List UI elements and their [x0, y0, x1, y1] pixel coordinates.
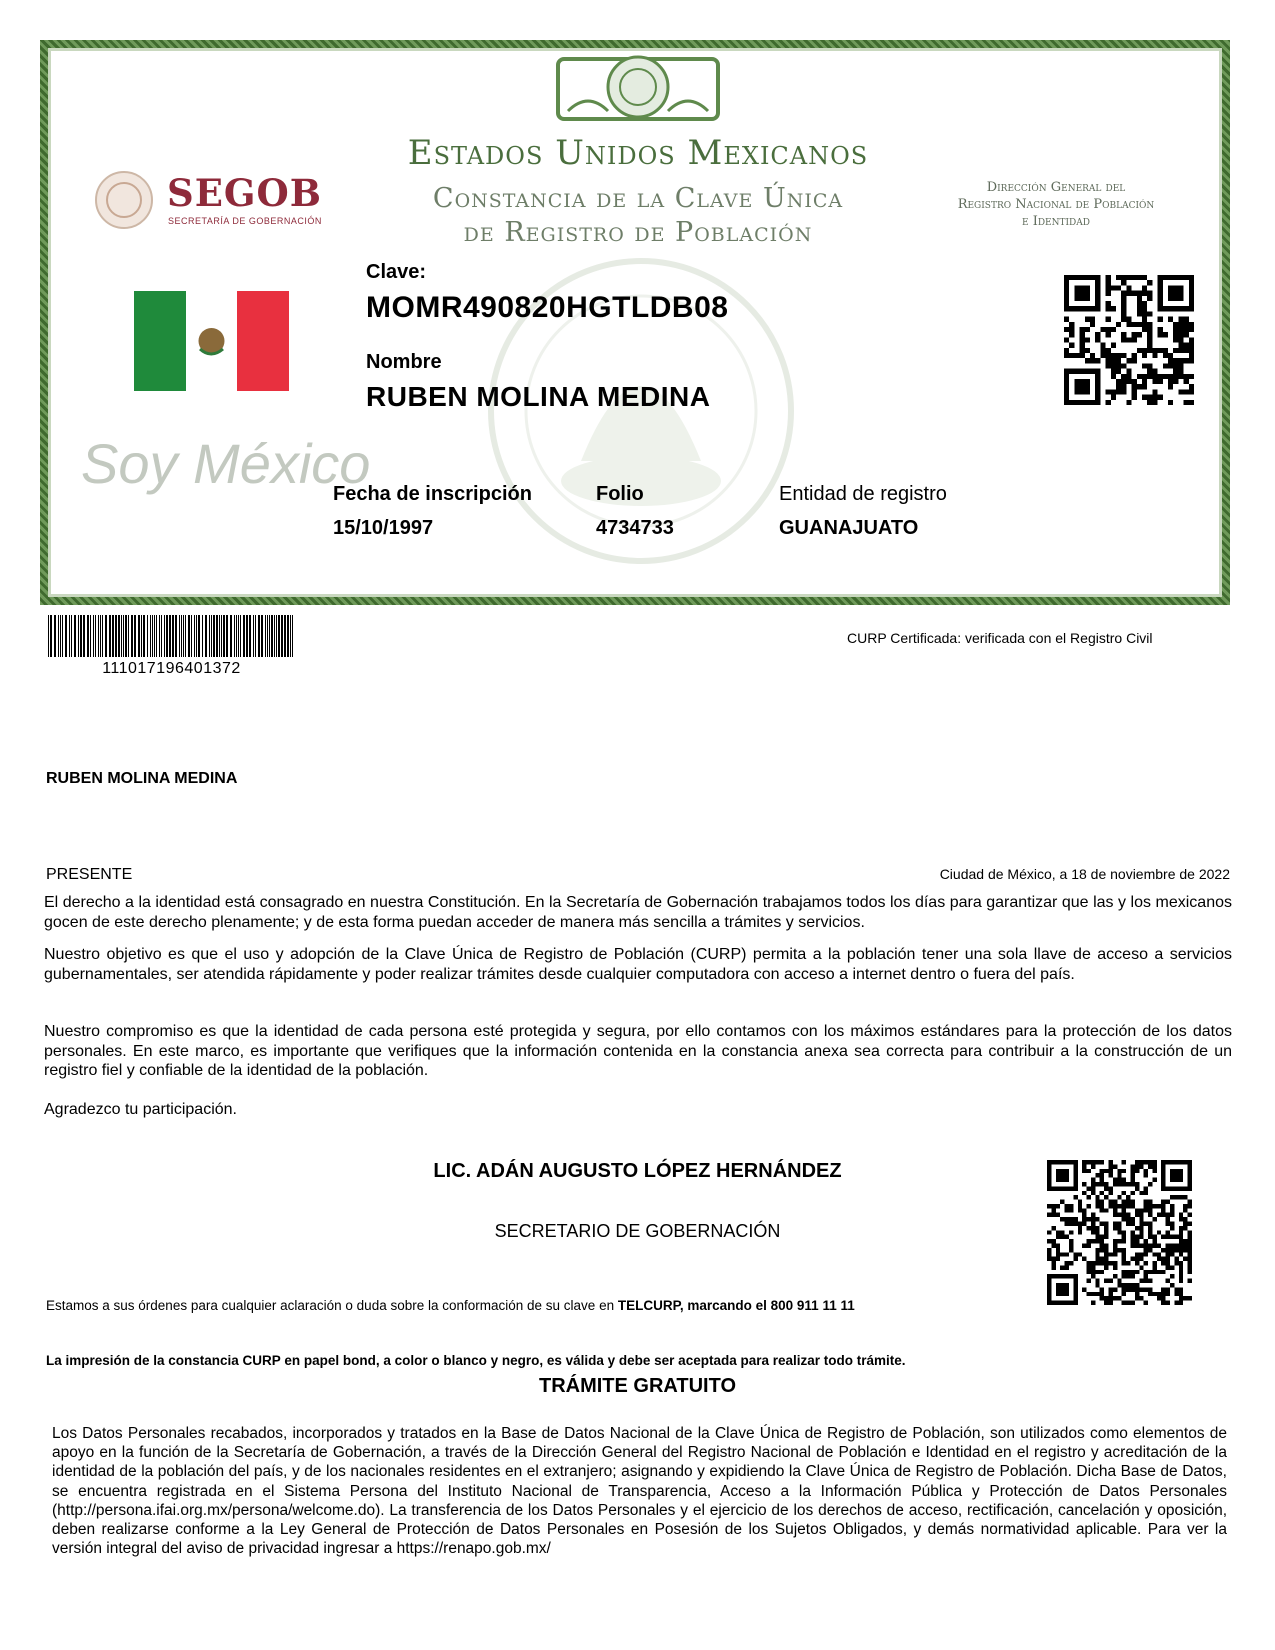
fecha-inscripcion-label: Fecha de inscripción	[333, 483, 532, 505]
entidad-registro-label: Entidad de registro	[779, 483, 947, 505]
clave-value: MOMR490820HGTLDB08	[366, 291, 729, 324]
barcode	[48, 615, 295, 657]
folio-label: Folio	[596, 483, 644, 505]
segob-logo-text: SEGOB	[167, 171, 323, 215]
curp-certificada-note: CURP Certificada: verificada con el Registro Civil	[847, 630, 1153, 646]
certificate-subtitle-2: de Registro de Población	[463, 217, 813, 248]
nombre-value: RUBEN MOLINA MEDINA	[366, 381, 711, 412]
letter-paragraph-2: Nuestro objetivo es que el uso y adopción de la Clave Única de Registro de Población (CURP) permita a la población tener una sola llave de acceso a servicios gubernamentales, ser atendida rápidamente y poder realizar trámites desde cualquier computadora con acceso a internet dentro o fuera del país.	[44, 946, 1232, 983]
segob-seal-icon	[93, 169, 155, 231]
letter-paragraph-3: Nuestro compromiso es que la identidad de cada persona esté protegida y segura, por ello contamos con los máximos estándares para la protección de los datos personales. En este marco, es importante que verifiques que la información contenida en la constancia anexa sea correcta para contribuir a la construcción de un registro fiel y confiable de la identidad de la población.	[44, 1023, 1232, 1079]
signer-name: LIC. ADÁN AUGUSTO LÓPEZ HERNÁNDEZ	[433, 1160, 842, 1182]
national-crest-icon	[548, 51, 728, 129]
letter-paragraph-1: El derecho a la identidad está consagrado en nuestra Constitución. En la Secretaría de Gobernación trabajamos todos los días para garantizar que las y los mexicanos gocen de este derecho plenamente; y de esta forma puedan acceder de manera más sencilla a trámites y servicios.	[44, 894, 1232, 931]
privacy-notice: Los Datos Personales recabados, incorporados y tratados en la Base de Datos Nacional de la Clave Única de Registro de Población, son utilizados como elementos de apoyo en la función de la Secretaría de Gobernación, a través de la Dirección General del Registro Nacional de Población e Identidad en el registro y acreditación de la identidad de la población del país, y de los nacionales residentes en el extranjero; asignando y expidiendo la Clave Única de Registro de Población. Dicha Base de Datos, se encuentra registrada en el Sistema Persona del Instituto Nacional de Transparencia, Acceso a la Información Pública y Protección de Datos Personales (http://persona.ifai.org.mx/persona/welcome.do). La transferencia de los Datos Personales y el ejercicio de los derechos de acceso, rectificación, cancelación y oposición, deben realizarse conforme a la Ley General de Protección de Datos Personales en Posesión de los Sujetos Obligados, y demás normatividad aplicable. Para ver la versión integral del aviso de privacidad ingresar a https://renapo.gob.mx/	[52, 1425, 1227, 1558]
clave-label: Clave:	[366, 261, 427, 283]
signer-title: SECRETARIO DE GOBERNACIÓN	[494, 1221, 781, 1241]
fecha-inscripcion-value: 15/10/1997	[333, 517, 434, 539]
certificate-inner	[48, 48, 1222, 597]
mexico-flag-icon	[134, 291, 289, 391]
curp-qr-code	[1064, 275, 1194, 405]
contact-note	[46, 1298, 855, 1313]
direccion-general-label	[931, 179, 1181, 230]
certificate-subtitle-1: Constancia de la Clave Única	[432, 183, 844, 214]
direccion-line-3: e Identidad	[1022, 214, 1090, 229]
direccion-line-2: Registro Nacional de Población	[957, 197, 1155, 212]
certificate-title: Estados Unidos Mexicanos	[407, 133, 869, 173]
curp-certificate-card	[40, 40, 1230, 605]
segob-logo-subtitle: SECRETARÍA DE GOBERNACIÓN	[168, 216, 322, 226]
entidad-registro-value: GUANAJUATO	[779, 517, 919, 539]
signature-qr-code	[1047, 1160, 1192, 1305]
letter-paragraph-4: Agradezco tu participación.	[44, 1101, 237, 1118]
soy-mexico-slogan: Soy México	[81, 432, 371, 495]
contact-text: Estamos a sus órdenes para cualquier aclaración o duda sobre la conformación de su clave en	[46, 1298, 618, 1313]
place-date: Ciudad de México, a 18 de noviembre de 2022	[939, 866, 1230, 882]
folio-value: 4734733	[596, 517, 674, 539]
addressee-name: RUBEN MOLINA MEDINA	[46, 770, 238, 787]
impresion-note: La impresión de la constancia CURP en papel bond, a color o blanco y negro, es válida y debe ser aceptada para realizar todo trámite.	[46, 1353, 906, 1368]
nombre-label: Nombre	[366, 351, 442, 373]
presente-label: PRESENTE	[46, 866, 133, 883]
telcurp-number: TELCURP, marcando el 800 911 11 11	[617, 1298, 855, 1313]
barcode-number: 111017196401372	[102, 660, 241, 677]
tramite-gratuito-heading: TRÁMITE GRATUITO	[538, 1375, 737, 1397]
direccion-line-1: Dirección General del	[986, 180, 1126, 195]
